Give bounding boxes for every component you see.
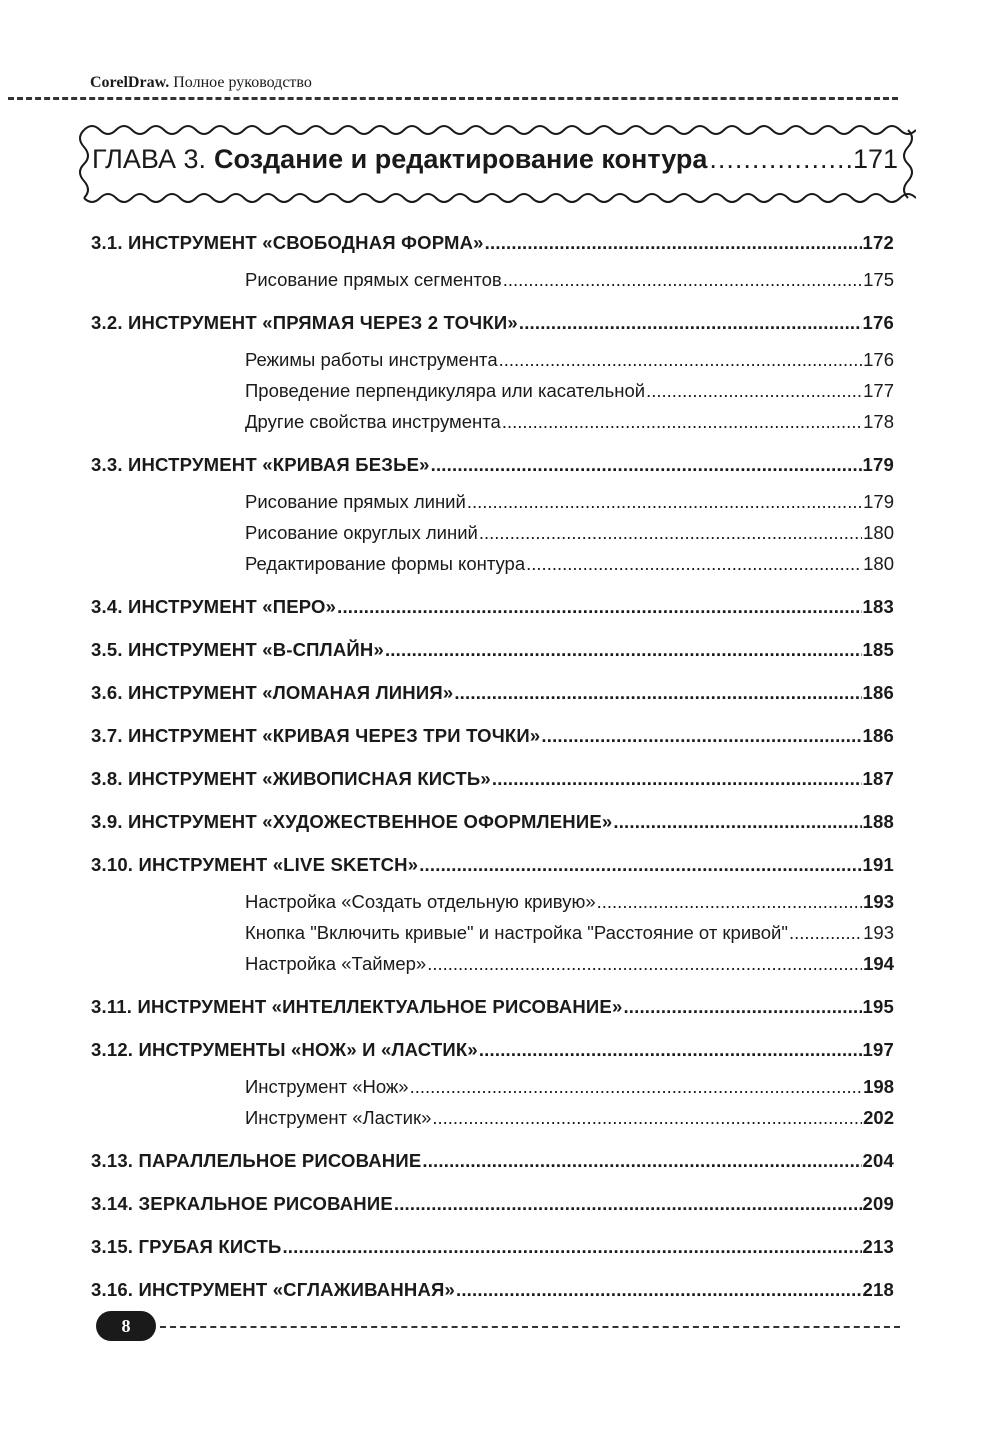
dot-leader xyxy=(613,811,861,833)
toc-subsection-page: 178 xyxy=(863,411,894,432)
book-title: CorelDraw. xyxy=(90,74,170,91)
toc-subsection-label: Настройка «Создать отдельную кривую» xyxy=(245,891,596,912)
toc-section xyxy=(91,639,894,661)
toc-section xyxy=(91,312,894,334)
toc-section xyxy=(91,454,894,476)
dot-leader xyxy=(597,891,863,913)
toc-subsection-page: 180 xyxy=(863,522,894,543)
toc-section-label: 3.11. ИНСТРУМЕНТ «ИНТЕЛЛЕКТУАЛЬНОЕ РИСОВАНИЕ» xyxy=(91,996,623,1017)
toc-subsection xyxy=(91,1107,894,1129)
toc-section xyxy=(91,996,894,1018)
toc-section-page: 213 xyxy=(862,1236,894,1257)
toc-subsection-page: 193 xyxy=(863,891,894,912)
toc-subsection xyxy=(91,1076,894,1098)
dot-leader xyxy=(394,1193,862,1215)
toc-subsection xyxy=(91,553,894,575)
toc-section-page: 197 xyxy=(862,1039,894,1060)
book-subtitle: Полное руководство xyxy=(173,74,312,91)
toc-section-label: 3.4. ИНСТРУМЕНТ «ПЕРО» xyxy=(91,596,337,617)
dot-leader xyxy=(503,269,862,291)
toc-section-page: 209 xyxy=(862,1193,894,1214)
toc-subsection-page: 180 xyxy=(863,553,894,574)
dot-leader xyxy=(519,312,862,334)
chapter-name: Создание и редактирование контура xyxy=(213,144,708,174)
toc-section-label: 3.3. ИНСТРУМЕНТ «КРИВАЯ БЕЗЬЕ» xyxy=(91,454,430,475)
dot-leader xyxy=(479,522,862,544)
toc-section-page: 179 xyxy=(862,454,894,475)
toc-section xyxy=(91,1150,894,1172)
toc-section xyxy=(91,854,894,876)
toc-subsection-label: Режимы работы инструмента xyxy=(245,349,498,370)
toc-subsection xyxy=(91,491,894,513)
toc-subsection xyxy=(91,891,894,913)
toc-subsection-page: 202 xyxy=(863,1107,894,1128)
toc-section-label: 3.12. ИНСТРУМЕНТЫ «НОЖ» И «ЛАСТИК» xyxy=(91,1039,478,1060)
dot-leader xyxy=(410,1076,863,1098)
toc-section-label: 3.8. ИНСТРУМЕНТ «ЖИВОПИСНАЯ КИСТЬ» xyxy=(91,768,491,789)
dot-leader xyxy=(282,1236,861,1258)
dot-leader xyxy=(454,682,861,704)
toc-section xyxy=(91,596,894,618)
toc-subsection-label: Проведение перпендикуляра или касательной xyxy=(245,380,646,401)
toc-subsection-label: Рисование прямых сегментов xyxy=(245,269,502,290)
footer-dashed-rule xyxy=(160,1326,900,1328)
toc-section-page: 187 xyxy=(862,768,894,789)
dot-leader xyxy=(789,922,862,944)
toc-subsection-label: Другие свойства инструмента xyxy=(245,411,501,432)
toc-section xyxy=(91,1039,894,1061)
toc-section-label: 3.10. ИНСТРУМЕНТ «LIVE SKETCH» xyxy=(91,854,419,875)
toc-section-page: 185 xyxy=(862,639,894,660)
dot-leader xyxy=(526,553,862,575)
toc-section-page: 204 xyxy=(862,1150,894,1171)
dot-leader xyxy=(541,725,861,747)
toc-section xyxy=(91,232,894,254)
dot-leader xyxy=(419,854,861,876)
toc-subsection-page: 193 xyxy=(863,922,894,943)
toc-subsection-page: 194 xyxy=(863,953,894,974)
toc-subsection xyxy=(91,269,894,291)
toc-subsection xyxy=(91,349,894,371)
chapter-title xyxy=(92,144,898,175)
table-of-contents xyxy=(91,232,894,1301)
toc-subsection-page: 179 xyxy=(863,491,894,512)
toc-section xyxy=(91,682,894,704)
toc-section-page: 186 xyxy=(862,682,894,703)
dot-leader xyxy=(623,996,861,1018)
dot-leader xyxy=(422,1150,861,1172)
toc-section xyxy=(91,768,894,790)
toc-subsection xyxy=(91,380,894,402)
toc-section-label: 3.9. ИНСТРУМЕНТ «ХУДОЖЕСТВЕННОЕ ОФОРМЛЕНИЕ» xyxy=(91,811,613,832)
toc-section-label: 3.6. ИНСТРУМЕНТ «ЛОМАНАЯ ЛИНИЯ» xyxy=(91,682,454,703)
toc-section-label: 3.15. ГРУБАЯ КИСТЬ xyxy=(91,1236,282,1257)
dot-leader xyxy=(337,596,861,618)
dot-leader xyxy=(502,411,862,433)
toc-subsection xyxy=(91,953,894,975)
toc-section-label: 3.5. ИНСТРУМЕНТ «B-СПЛАЙН» xyxy=(91,639,384,660)
toc-subsection-label: Рисование округлых линий xyxy=(245,522,478,543)
toc-subsection xyxy=(91,522,894,544)
dot-leader xyxy=(427,953,862,975)
toc-subsection-page: 177 xyxy=(863,380,894,401)
toc-subsection-label: Настройка «Таймер» xyxy=(245,953,427,974)
dot-leader xyxy=(432,1107,862,1129)
dot-leader xyxy=(479,1039,862,1061)
dot-leader xyxy=(499,349,863,371)
toc-section xyxy=(91,1193,894,1215)
toc-section-label: 3.1. ИНСТРУМЕНТ «СВОБОДНАЯ ФОРМА» xyxy=(91,232,484,253)
toc-section xyxy=(91,1279,894,1301)
toc-section-page: 195 xyxy=(862,996,894,1017)
toc-subsection xyxy=(91,922,894,944)
toc-section-page: 172 xyxy=(862,232,894,253)
page-number-badge: 8 xyxy=(96,1311,156,1341)
toc-section-label: 3.7. ИНСТРУМЕНТ «КРИВАЯ ЧЕРЕЗ ТРИ ТОЧКИ» xyxy=(91,725,541,746)
chapter-heading-box xyxy=(74,118,916,210)
toc-subsection xyxy=(91,411,894,433)
toc-section-page: 188 xyxy=(862,811,894,832)
toc-subsection-page: 175 xyxy=(863,269,894,290)
toc-section-label: 3.2. ИНСТРУМЕНТ «ПРЯМАЯ ЧЕРЕЗ 2 ТОЧКИ» xyxy=(91,312,518,333)
dot-leader xyxy=(431,454,862,476)
toc-section-label: 3.16. ИНСТРУМЕНТ «СГЛАЖИВАННАЯ» xyxy=(91,1279,455,1300)
dot-leader xyxy=(646,380,862,402)
toc-subsection-page: 176 xyxy=(863,349,894,370)
dot-leader xyxy=(709,144,851,175)
toc-subsection-label: Редактирование формы контура xyxy=(245,553,526,574)
toc-subsection-label: Рисование прямых линий xyxy=(245,491,466,512)
header-dashed-rule xyxy=(8,97,898,100)
running-header xyxy=(90,74,312,92)
dot-leader xyxy=(385,639,862,661)
toc-subsection-label: Инструмент «Нож» xyxy=(245,1076,409,1097)
dot-leader xyxy=(492,768,862,790)
toc-section-page: 176 xyxy=(862,312,894,333)
chapter-prefix: ГЛАВА 3. xyxy=(92,144,206,174)
toc-section-page: 183 xyxy=(862,596,894,617)
toc-subsection-page: 198 xyxy=(863,1076,894,1097)
toc-section-label: 3.14. ЗЕРКАЛЬНОЕ РИСОВАНИЕ xyxy=(91,1193,393,1214)
toc-subsection-label: Кнопка "Включить кривые" и настройка "Расстояние от кривой" xyxy=(245,922,788,943)
toc-section xyxy=(91,1236,894,1258)
dot-leader xyxy=(467,491,862,513)
chapter-page: 171 xyxy=(852,144,898,174)
toc-section-page: 191 xyxy=(862,854,894,875)
toc-section xyxy=(91,811,894,833)
toc-section-page: 186 xyxy=(862,725,894,746)
toc-section-label: 3.13. ПАРАЛЛЕЛЬНОЕ РИСОВАНИЕ xyxy=(91,1150,422,1171)
toc-subsection-label: Инструмент «Ластик» xyxy=(245,1107,432,1128)
toc-section-page: 218 xyxy=(862,1279,894,1300)
dot-leader xyxy=(456,1279,862,1301)
toc-section xyxy=(91,725,894,747)
dot-leader xyxy=(485,232,862,254)
